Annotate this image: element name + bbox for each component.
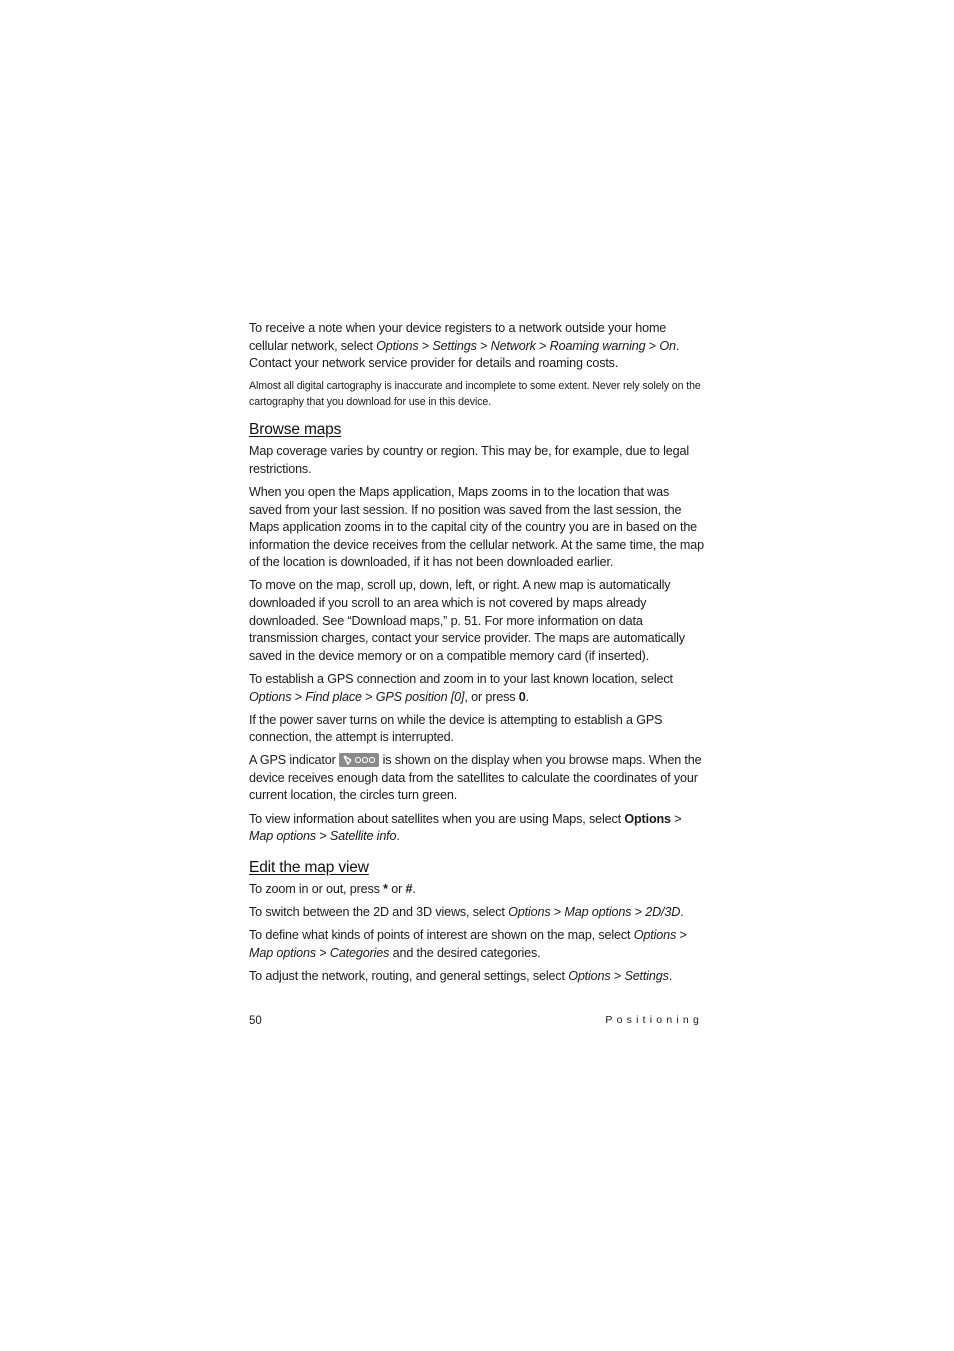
settings-paragraph: To adjust the network, routing, and general settings, select Options > Settings. (249, 968, 673, 983)
browse-maps-heading: Browse maps (249, 421, 342, 439)
power-saver-paragraph: If the power saver turns on while the device is attempting to establish a GPS connection, the attempt is interrupted. (249, 712, 663, 745)
gps-indicator-paragraph: A GPS indicator is shown on the display when you browse maps. When the device receives enough data from the satellites to calculate the coordinates of your current location, the circles turn green. (249, 753, 702, 803)
zoom-paragraph: To zoom in or out, press * or #. (249, 881, 416, 896)
gps-indicator-icon (339, 753, 379, 767)
section-title: Positioning (605, 1014, 703, 1026)
satellite-info-paragraph: To view information about satellites when you are using Maps, select Options > Map options > Satellite info. (249, 811, 682, 844)
open-maps-paragraph: When you open the Maps application, Maps zooms in to the location that was saved from your last session. If no position was saved from the last session, the Maps application zooms in to the capital city of the country you are in based on the information the device receives from the cellular network. At the same time, the map of the location is downloaded, if it has not been downloaded earlier. (249, 484, 704, 570)
page-number: 50 (249, 1015, 262, 1027)
cartography-note: Almost all digital cartography is inaccurate and incomplete to some extent. Never rely solely on the cartography that you download for use in this device. (249, 380, 701, 409)
edit-map-view-heading: Edit the map view (249, 858, 369, 876)
page-body (249, 320, 705, 991)
view-switch-paragraph: To switch between the 2D and 3D views, select Options > Map options > 2D/3D. (249, 904, 684, 919)
coverage-paragraph: Map coverage varies by country or region. This may be, for example, due to legal restrictions. (249, 444, 689, 476)
page-footer (249, 1014, 703, 1032)
move-map-paragraph: To move on the map, scroll up, down, left, or right. A new map is automatically downloaded if you scroll to an area which is not covered by maps already downloaded. See “Download maps,” p. 51. For more information on data transmission charges, contact your service provider. The maps are automatically saved in the device memory or on a compatible memory card (if inserted). (249, 578, 685, 663)
gps-connection-paragraph: To establish a GPS connection and zoom in to your last known location, select Options > Find place > GPS position [0], or press 0. (249, 671, 673, 704)
roaming-paragraph: To receive a note when your device registers to a network outside your home cellular network, select Options > Settings > Network > Roaming warning > On. Contact your network service provider for details and roaming costs. (249, 321, 680, 371)
categories-paragraph: To define what kinds of points of interest are shown on the map, select Options > Map options > Categories and the desired categories. (249, 927, 687, 960)
